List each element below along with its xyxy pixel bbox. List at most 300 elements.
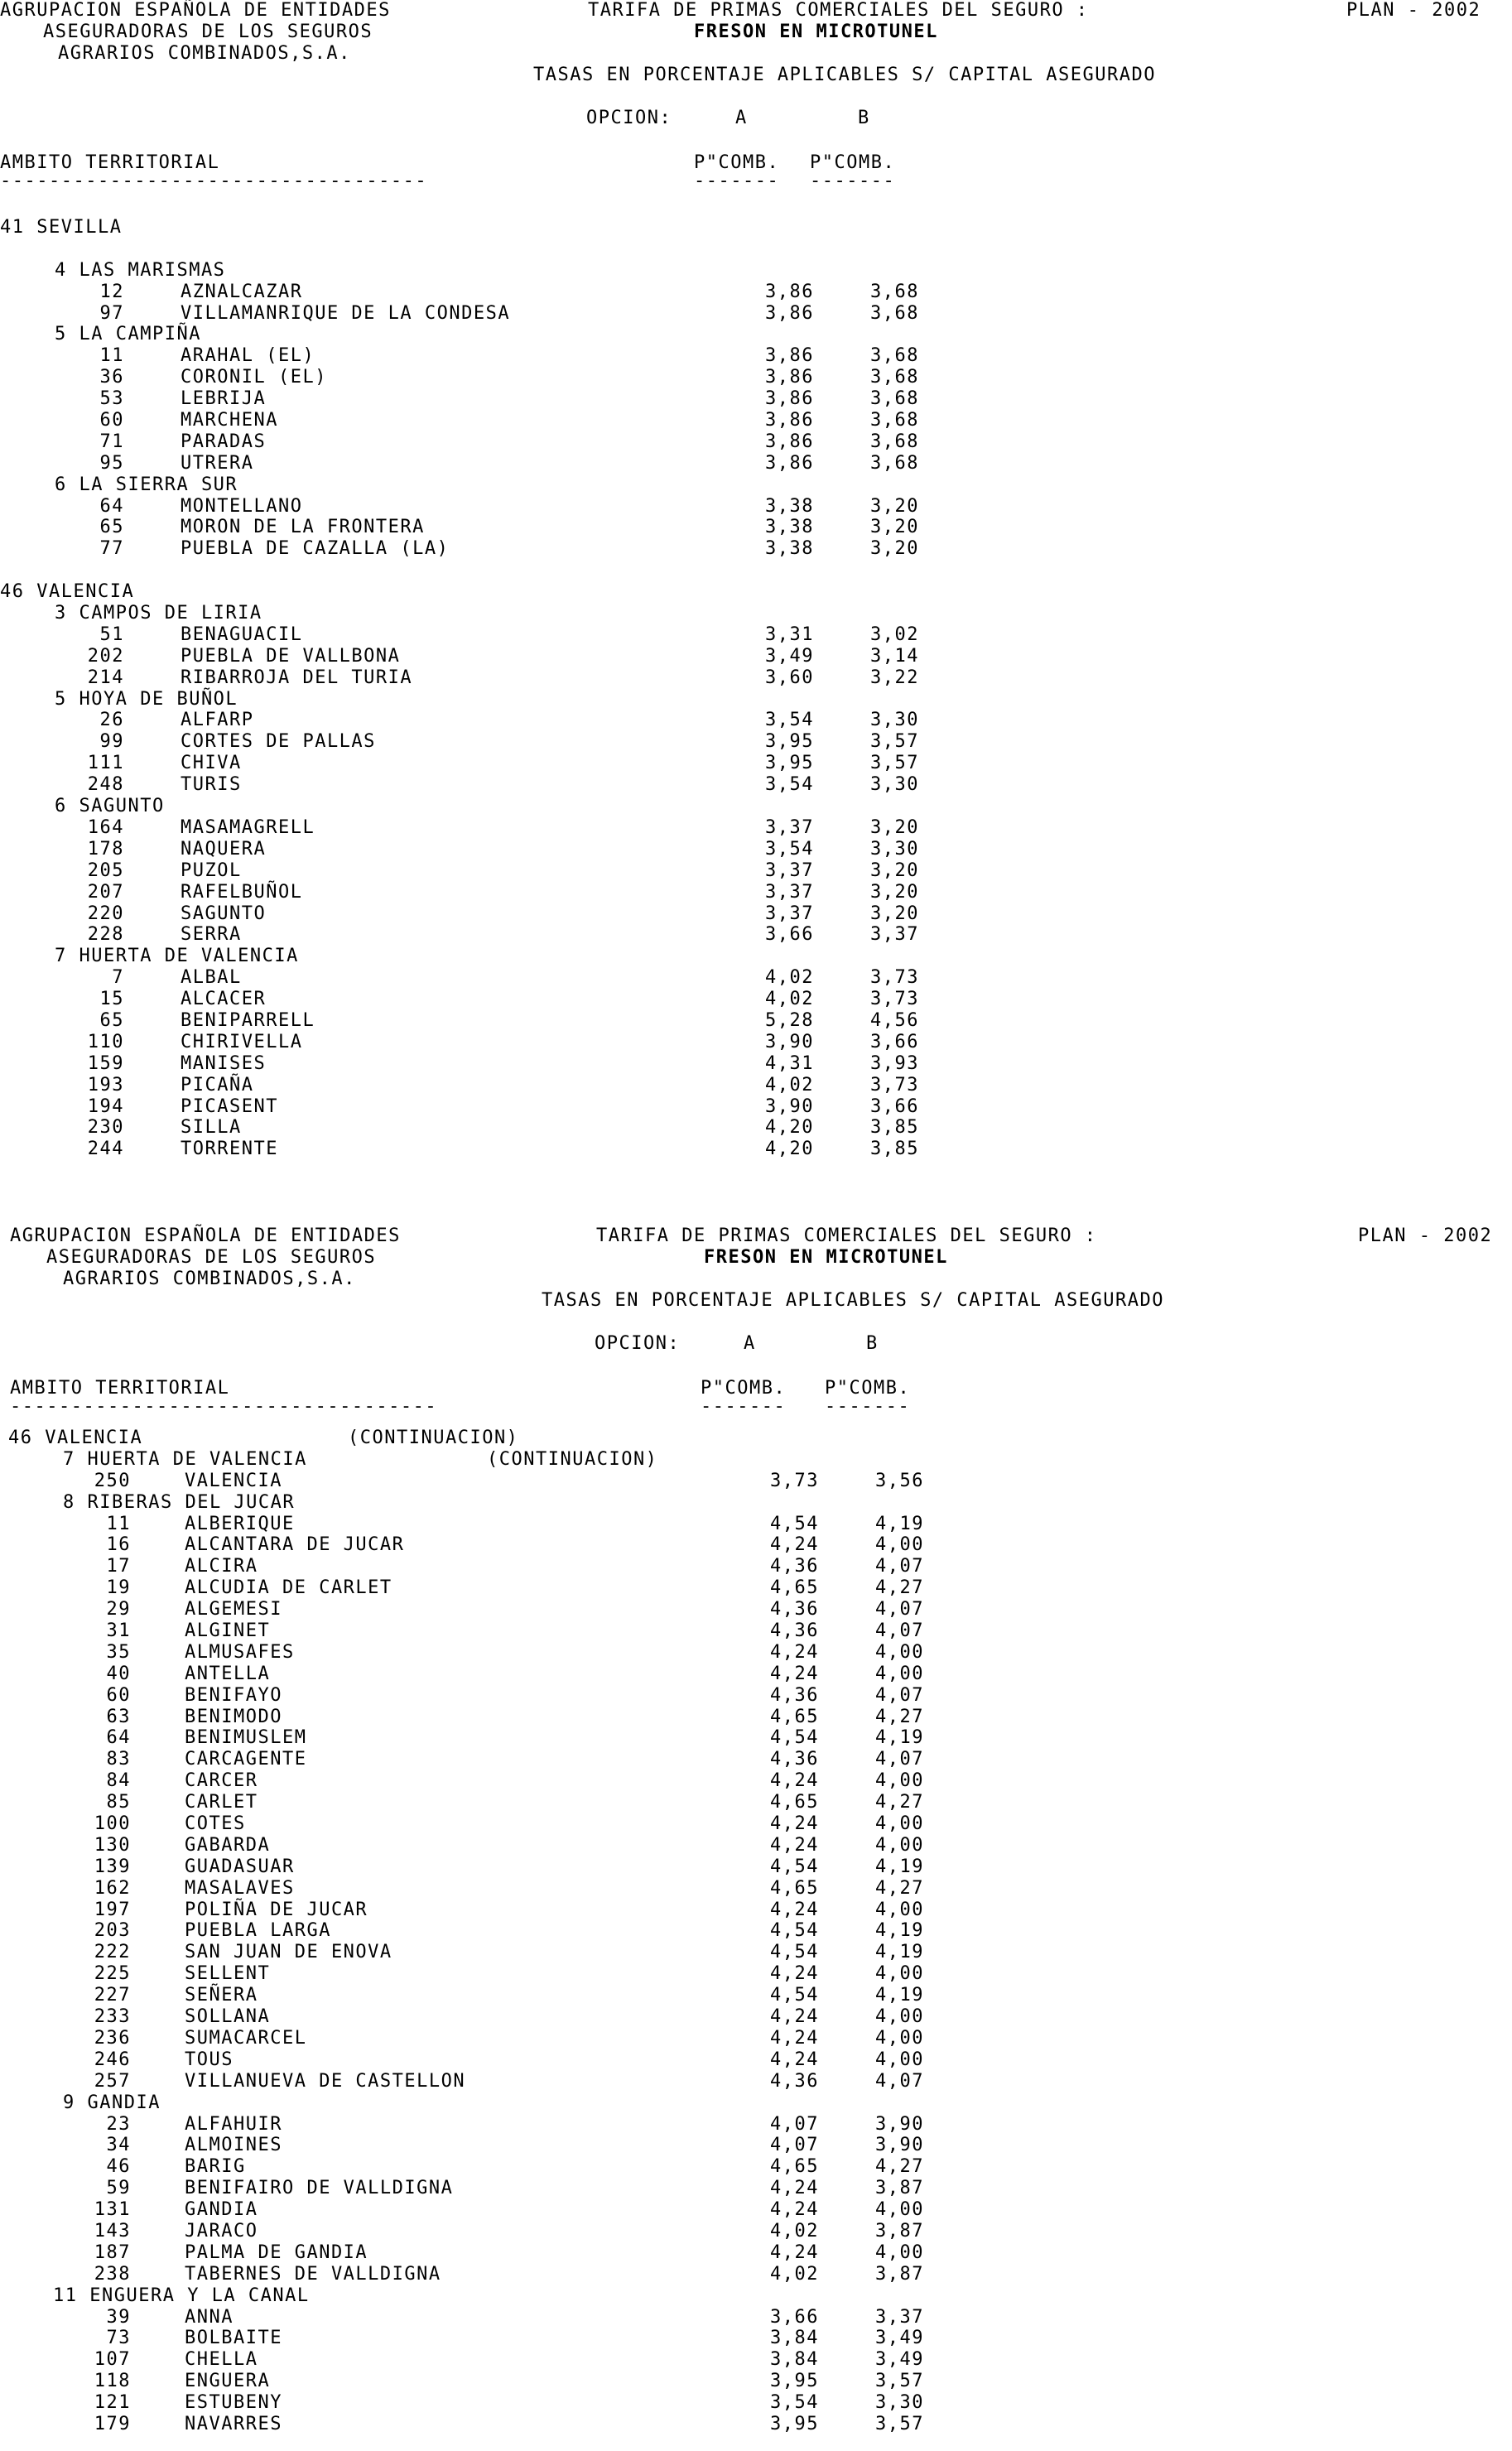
municipality-code: 17 [106, 1556, 131, 1577]
municipality-name: CORONIL (EL) [181, 367, 327, 388]
municipality-row [0, 817, 1512, 839]
rate-option-a: 5,28 [765, 1009, 814, 1031]
rate-option-a: 4,24 [770, 1770, 819, 1792]
comarca-name: 6 SAGUNTO [55, 796, 165, 817]
municipality-name: AZNALCAZAR [181, 281, 303, 302]
municipality-code: 12 [99, 281, 124, 302]
rate-option-b: 4,19 [875, 1856, 924, 1877]
comarca-name: 4 LAS MARISMAS [55, 259, 226, 281]
municipality-code: 19 [106, 1577, 131, 1599]
option-b: B [858, 108, 870, 128]
municipality-code: 244 [87, 1139, 124, 1160]
rate-option-b: 4,00 [875, 1770, 924, 1792]
municipality-code: 238 [94, 2263, 131, 2285]
rate-option-b: 4,19 [875, 1942, 924, 1963]
rate-table-2 [0, 1428, 1512, 2435]
province-name: 46 VALENCIA [8, 1428, 143, 1448]
comarca-row [0, 474, 1512, 496]
municipality-row [0, 731, 1512, 753]
municipality-name: PICAÑA [181, 1074, 254, 1095]
municipality-row [0, 2242, 1512, 2264]
rate-option-b: 3,14 [870, 645, 919, 667]
rate-option-a: 3,86 [765, 302, 814, 324]
rate-option-a: 4,02 [765, 989, 814, 1010]
continuation-note: (CONTINUACION) [348, 1428, 519, 1448]
municipality-name: CHELLA [185, 2349, 258, 2371]
rate-option-b: 4,19 [875, 1985, 924, 2006]
comarca-name: 5 LA CAMPIÑA [55, 324, 201, 345]
municipality-code: 193 [87, 1074, 124, 1095]
rate-option-b: 3,20 [870, 860, 919, 881]
rate-option-a: 3,95 [765, 731, 814, 753]
rate-option-b: 3,85 [870, 1117, 919, 1139]
col-b-header: P"COMB. [825, 1378, 911, 1399]
municipality-row [0, 882, 1512, 903]
org-name-line-2: ASEGURADORAS DE LOS SEGUROS [43, 22, 373, 42]
rate-option-b: 4,00 [875, 1641, 924, 1663]
rate-option-a: 4,24 [770, 2199, 819, 2221]
comarca-row [0, 2285, 1512, 2307]
rate-option-b: 4,07 [875, 1556, 924, 1577]
rate-option-b: 3,68 [870, 431, 919, 452]
municipality-code: 187 [94, 2242, 131, 2263]
municipality-name: GABARDA [185, 1834, 271, 1856]
org-name-line-1: AGRUPACION ESPAÑOLA DE ENTIDADES [0, 0, 391, 21]
comarca-name: 8 RIBERAS DEL JUCAR [63, 1491, 296, 1513]
municipality-code: 230 [87, 1117, 124, 1139]
tariff-title: TARIFA DE PRIMAS COMERCIALES DEL SEGURO : [588, 0, 1089, 21]
municipality-row [0, 989, 1512, 1010]
municipality-row [0, 1749, 1512, 1770]
municipality-name: MANISES [181, 1052, 267, 1074]
rate-option-a: 3,90 [765, 1031, 814, 1052]
rate-option-a: 3,37 [765, 816, 814, 838]
municipality-name: MASALAVES [185, 1877, 295, 1899]
col-b-header: P"COMB. [810, 152, 896, 173]
municipality-row [0, 2221, 1512, 2242]
municipality-row [0, 1577, 1512, 1599]
municipality-row [0, 303, 1512, 325]
rate-option-a: 3,49 [765, 645, 814, 667]
municipality-name: ALFAHUIR [185, 2113, 282, 2135]
rate-option-a: 3,38 [765, 495, 814, 517]
rate-option-a: 4,36 [770, 1599, 819, 1620]
rate-option-b: 3,30 [875, 2392, 924, 2414]
rate-option-a: 4,36 [770, 1684, 819, 1706]
rate-option-b: 3,30 [870, 710, 919, 731]
rate-option-a: 4,20 [765, 1139, 814, 1160]
rate-option-b: 4,07 [875, 1684, 924, 1706]
comarca-name: 7 HUERTA DE VALENCIA [55, 946, 299, 967]
rate-option-b: 3,90 [875, 2135, 924, 2156]
municipality-name: ALCACER [181, 989, 267, 1010]
municipality-name: CARLET [185, 1792, 258, 1813]
rate-option-a: 3,54 [770, 2392, 819, 2414]
rate-option-a: 4,24 [770, 1963, 819, 1985]
comarca-name: 3 CAMPOS DE LIRIA [55, 603, 262, 624]
rate-option-b: 3,85 [870, 1139, 919, 1160]
municipality-row [0, 453, 1512, 474]
rate-option-a: 3,86 [765, 345, 814, 367]
municipality-name: MARCHENA [181, 410, 278, 431]
municipality-row [0, 1096, 1512, 1118]
rate-option-b: 4,07 [875, 1620, 924, 1642]
municipality-code: 60 [106, 1684, 131, 1706]
rate-option-b: 3,57 [870, 753, 919, 774]
rate-option-b: 4,07 [875, 2070, 924, 2092]
municipality-code: 130 [94, 1834, 131, 1856]
municipality-code: 11 [106, 1513, 131, 1534]
municipality-code: 250 [94, 1470, 131, 1491]
municipality-row [0, 2307, 1512, 2328]
rate-option-b: 4,19 [875, 1920, 924, 1942]
municipality-row [0, 1792, 1512, 1813]
municipality-name: TURIS [181, 774, 242, 796]
municipality-code: 65 [99, 1009, 124, 1031]
municipality-row [0, 1856, 1512, 1878]
municipality-name: ALGINET [185, 1620, 271, 1642]
rate-option-a: 3,86 [765, 367, 814, 388]
municipality-row [0, 1642, 1512, 1664]
rate-option-a: 3,95 [770, 2371, 819, 2392]
municipality-name: NAVARRES [185, 2413, 282, 2434]
municipality-code: 31 [106, 1620, 131, 1642]
municipality-code: 63 [106, 1706, 131, 1727]
municipality-name: CORTES DE PALLAS [181, 731, 376, 753]
municipality-row [0, 624, 1512, 646]
municipality-name: SERRA [181, 924, 242, 946]
municipality-code: 225 [94, 1963, 131, 1985]
rate-option-b: 4,27 [875, 1792, 924, 1813]
municipality-name: SUMACARCEL [185, 2027, 307, 2049]
municipality-row [0, 1963, 1512, 1985]
municipality-code: 179 [94, 2413, 131, 2434]
municipality-name: BOLBAITE [185, 2328, 282, 2349]
municipality-code: 143 [94, 2220, 131, 2242]
municipality-row [0, 1620, 1512, 1642]
ambito-header: AMBITO TERRITORIAL [10, 1378, 230, 1399]
rate-option-b: 3,37 [870, 924, 919, 946]
municipality-name: LEBRIJA [181, 388, 267, 410]
col-a-header: P"COMB. [701, 1378, 787, 1399]
option-a: A [744, 1333, 756, 1354]
municipality-name: CARCAGENTE [185, 1749, 307, 1770]
municipality-code: 159 [87, 1052, 124, 1074]
municipality-name: ARAHAL (EL) [181, 345, 315, 367]
municipality-row [0, 1471, 1512, 1492]
municipality-row [0, 1878, 1512, 1900]
rate-option-b: 3,73 [870, 989, 919, 1010]
rate-option-b: 3,30 [870, 838, 919, 860]
rate-option-b: 4,00 [875, 1813, 924, 1835]
rate-option-b: 4,07 [875, 1599, 924, 1620]
rate-option-b: 4,27 [875, 2156, 924, 2178]
rate-option-a: 4,54 [770, 1942, 819, 1963]
ambito-header: AMBITO TERRITORIAL [0, 152, 220, 173]
municipality-code: 35 [106, 1641, 131, 1663]
municipality-row [0, 1770, 1512, 1792]
rate-option-b: 4,19 [875, 1727, 924, 1749]
municipality-name: SAGUNTO [181, 903, 267, 924]
rate-option-b: 3,20 [870, 903, 919, 924]
rate-option-b: 3,20 [870, 538, 919, 560]
municipality-row [0, 282, 1512, 303]
municipality-row [0, 2264, 1512, 2285]
municipality-name: SAN JUAN DE ENOVA [185, 1942, 392, 1963]
rate-option-b: 3,66 [870, 1095, 919, 1117]
rate-option-b: 3,68 [870, 281, 919, 302]
municipality-code: 36 [99, 367, 124, 388]
municipality-name: BENIMUSLEM [185, 1727, 307, 1749]
municipality-code: 51 [99, 624, 124, 645]
rate-option-a: 3,86 [765, 410, 814, 431]
municipality-name: RIBARROJA DEL TURIA [181, 667, 413, 688]
rate-option-a: 3,84 [770, 2328, 819, 2349]
municipality-name: VILLANUEVA DE CASTELLON [185, 2070, 466, 2092]
rate-option-b: 4,00 [875, 1834, 924, 1856]
municipality-row [0, 2178, 1512, 2199]
municipality-code: 71 [99, 431, 124, 452]
rate-option-a: 4,54 [770, 1513, 819, 1534]
rate-option-a: 4,02 [765, 1074, 814, 1095]
rate-option-a: 4,36 [770, 1620, 819, 1642]
municipality-code: 46 [106, 2156, 131, 2178]
org-name-line-2: ASEGURADORAS DE LOS SEGUROS [46, 1247, 377, 1268]
rate-option-a: 4,24 [770, 2006, 819, 2028]
municipality-name: UTRERA [181, 452, 254, 474]
rate-option-a: 4,20 [765, 1117, 814, 1139]
municipality-name: ALMUSAFES [185, 1641, 295, 1663]
rate-option-b: 3,90 [875, 2113, 924, 2135]
municipality-row [0, 345, 1512, 367]
rate-option-b: 3,20 [870, 881, 919, 903]
municipality-code: 121 [94, 2392, 131, 2414]
municipality-code: 23 [106, 2113, 131, 2135]
municipality-code: 139 [94, 1856, 131, 1877]
municipality-name: MORON DE LA FRONTERA [181, 517, 425, 538]
rates-note: TASAS EN PORCENTAJE APLICABLES S/ CAPITAL ASEGURADO [533, 65, 1157, 85]
municipality-row [0, 1835, 1512, 1856]
municipality-name: GUADASUAR [185, 1856, 295, 1877]
rate-option-a: 4,65 [770, 1706, 819, 1727]
municipality-row [0, 1032, 1512, 1053]
rate-option-a: 4,65 [770, 1877, 819, 1899]
rate-option-b: 4,07 [875, 1749, 924, 1770]
rate-option-a: 4,36 [770, 1749, 819, 1770]
municipality-name: SOLLANA [185, 2006, 271, 2028]
municipality-row [0, 2114, 1512, 2136]
province-row [0, 581, 1512, 603]
municipality-row [0, 2392, 1512, 2414]
municipality-code: 205 [87, 860, 124, 881]
rate-option-a: 3,66 [765, 924, 814, 946]
municipality-row [0, 2349, 1512, 2371]
municipality-row [0, 1813, 1512, 1835]
rate-option-b: 3,68 [870, 452, 919, 474]
municipality-code: 248 [87, 774, 124, 796]
municipality-code: 110 [87, 1031, 124, 1052]
municipality-row [0, 1599, 1512, 1620]
rate-option-a: 3,38 [765, 538, 814, 560]
rate-option-b: 3,37 [875, 2306, 924, 2328]
comarca-row [0, 1449, 1512, 1471]
rates-note: TASAS EN PORCENTAJE APLICABLES S/ CAPITAL ASEGURADO [542, 1290, 1165, 1311]
org-name-line-1: AGRUPACION ESPAÑOLA DE ENTIDADES [10, 1226, 401, 1246]
municipality-row [0, 2049, 1512, 2071]
rate-option-a: 3,60 [765, 667, 814, 688]
org-name-line-3: AGRARIOS COMBINADOS,S.A. [58, 43, 351, 64]
municipality-name: COTES [185, 1813, 246, 1835]
rate-option-a: 4,24 [770, 2242, 819, 2263]
municipality-code: 26 [99, 710, 124, 731]
municipality-row [0, 2328, 1512, 2349]
rate-option-a: 3,86 [765, 431, 814, 452]
municipality-code: 34 [106, 2135, 131, 2156]
comarca-row [0, 603, 1512, 624]
municipality-name: MONTELLANO [181, 495, 303, 517]
rate-option-a: 4,24 [770, 1641, 819, 1663]
rate-option-a: 3,54 [765, 838, 814, 860]
rate-option-b: 3,87 [875, 2178, 924, 2199]
rate-option-a: 4,65 [770, 1792, 819, 1813]
tariff-title: TARIFA DE PRIMAS COMERCIALES DEL SEGURO : [596, 1226, 1097, 1246]
municipality-code: 64 [99, 495, 124, 517]
municipality-code: 233 [94, 2006, 131, 2028]
org-name-line-3: AGRARIOS COMBINADOS,S.A. [63, 1269, 356, 1289]
municipality-name: POLIÑA DE JUCAR [185, 1899, 368, 1920]
rate-option-b: 3,49 [875, 2349, 924, 2371]
comarca-name: 9 GANDIA [63, 2092, 161, 2113]
municipality-code: 246 [94, 2049, 131, 2070]
municipality-code: 7 [112, 967, 124, 989]
rate-option-b: 3,22 [870, 667, 919, 688]
rate-option-b: 3,20 [870, 517, 919, 538]
municipality-row [0, 1664, 1512, 1685]
municipality-code: 222 [94, 1942, 131, 1963]
rate-option-a: 4,07 [770, 2113, 819, 2135]
col-a-underline: ------- [701, 1396, 787, 1417]
comarca-name: 5 HOYA DE BUÑOL [55, 688, 238, 710]
rate-option-b: 4,00 [875, 1899, 924, 1920]
rate-option-b: 3,66 [870, 1031, 919, 1052]
municipality-name: BENAGUACIL [181, 624, 303, 645]
rate-option-a: 3,73 [770, 1470, 819, 1491]
municipality-row [0, 967, 1512, 989]
municipality-name: GANDIA [185, 2199, 258, 2221]
municipality-code: 214 [87, 667, 124, 688]
municipality-name: CHIRIVELLA [181, 1031, 303, 1052]
rate-option-b: 3,57 [875, 2413, 924, 2434]
rate-option-a: 3,37 [765, 860, 814, 881]
option-a: A [735, 108, 748, 128]
municipality-name: SELLENT [185, 1963, 271, 1985]
municipality-name: SILLA [181, 1117, 242, 1139]
municipality-name: MASAMAGRELL [181, 816, 315, 838]
rate-option-b: 4,27 [875, 1577, 924, 1599]
municipality-code: 11 [99, 345, 124, 367]
municipality-code: 228 [87, 924, 124, 946]
municipality-name: VALENCIA [185, 1470, 282, 1491]
spacer-row [0, 238, 1512, 260]
rate-option-a: 4,07 [770, 2135, 819, 2156]
province-name: 41 SEVILLA [0, 217, 123, 238]
municipality-row [0, 860, 1512, 882]
municipality-name: VILLAMANRIQUE DE LA CONDESA [181, 302, 511, 324]
municipality-name: ENGUERA [185, 2371, 271, 2392]
municipality-name: RAFELBUÑOL [181, 881, 303, 903]
province-row [0, 217, 1512, 238]
comarca-name: 11 ENGUERA Y LA CANAL [53, 2285, 310, 2306]
municipality-row [0, 2156, 1512, 2178]
municipality-row [0, 1053, 1512, 1075]
municipality-row [0, 1727, 1512, 1749]
municipality-code: 100 [94, 1813, 131, 1835]
municipality-name: NAQUERA [181, 838, 267, 860]
rate-option-b: 3,68 [870, 388, 919, 410]
comarca-row [0, 324, 1512, 345]
municipality-code: 202 [87, 645, 124, 667]
rate-option-a: 4,36 [770, 2070, 819, 2092]
municipality-name: ALFARP [181, 710, 254, 731]
comarca-row [0, 689, 1512, 710]
rate-option-b: 3,87 [875, 2263, 924, 2285]
municipality-name: JARACO [185, 2220, 258, 2242]
rate-option-a: 4,65 [770, 1577, 819, 1599]
municipality-code: 95 [99, 452, 124, 474]
rate-option-a: 4,24 [770, 2027, 819, 2049]
municipality-row [0, 2071, 1512, 2092]
municipality-name: SEÑERA [185, 1985, 258, 2006]
municipality-name: ANTELLA [185, 1663, 271, 1684]
municipality-row [0, 753, 1512, 774]
rate-option-a: 4,36 [770, 1556, 819, 1577]
municipality-row [0, 710, 1512, 731]
municipality-code: 16 [106, 1534, 131, 1556]
municipality-code: 257 [94, 2070, 131, 2092]
municipality-code: 131 [94, 2199, 131, 2221]
municipality-name: ALCUDIA DE CARLET [185, 1577, 392, 1599]
province-row [0, 1428, 1512, 1449]
rate-option-a: 3,95 [765, 753, 814, 774]
municipality-name: PALMA DE GANDIA [185, 2242, 368, 2263]
municipality-row [0, 903, 1512, 925]
municipality-code: 118 [94, 2371, 131, 2392]
municipality-name: BENIMODO [185, 1706, 282, 1727]
municipality-row [0, 1117, 1512, 1139]
municipality-code: 107 [94, 2349, 131, 2371]
municipality-code: 84 [106, 1770, 131, 1792]
municipality-code: 162 [94, 1877, 131, 1899]
municipality-name: TOUS [185, 2049, 234, 2070]
province-name: 46 VALENCIA [0, 581, 135, 603]
municipality-code: 40 [106, 1663, 131, 1684]
municipality-code: 207 [87, 881, 124, 903]
rate-option-a: 4,54 [770, 1920, 819, 1942]
rate-option-a: 4,24 [770, 1813, 819, 1835]
rate-option-b: 3,68 [870, 302, 919, 324]
plan-year: PLAN - 2002 [1358, 1226, 1493, 1246]
rate-option-a: 4,54 [770, 1985, 819, 2006]
spacer-row [0, 560, 1512, 581]
rate-option-a: 3,54 [765, 710, 814, 731]
municipality-code: 220 [87, 903, 124, 924]
rate-option-b: 4,27 [875, 1877, 924, 1899]
rate-option-b: 4,00 [875, 2006, 924, 2028]
municipality-name: ALBAL [181, 967, 242, 989]
municipality-name: ALGEMESI [185, 1599, 282, 1620]
comarca-row [0, 260, 1512, 282]
municipality-name: BARIG [185, 2156, 246, 2178]
